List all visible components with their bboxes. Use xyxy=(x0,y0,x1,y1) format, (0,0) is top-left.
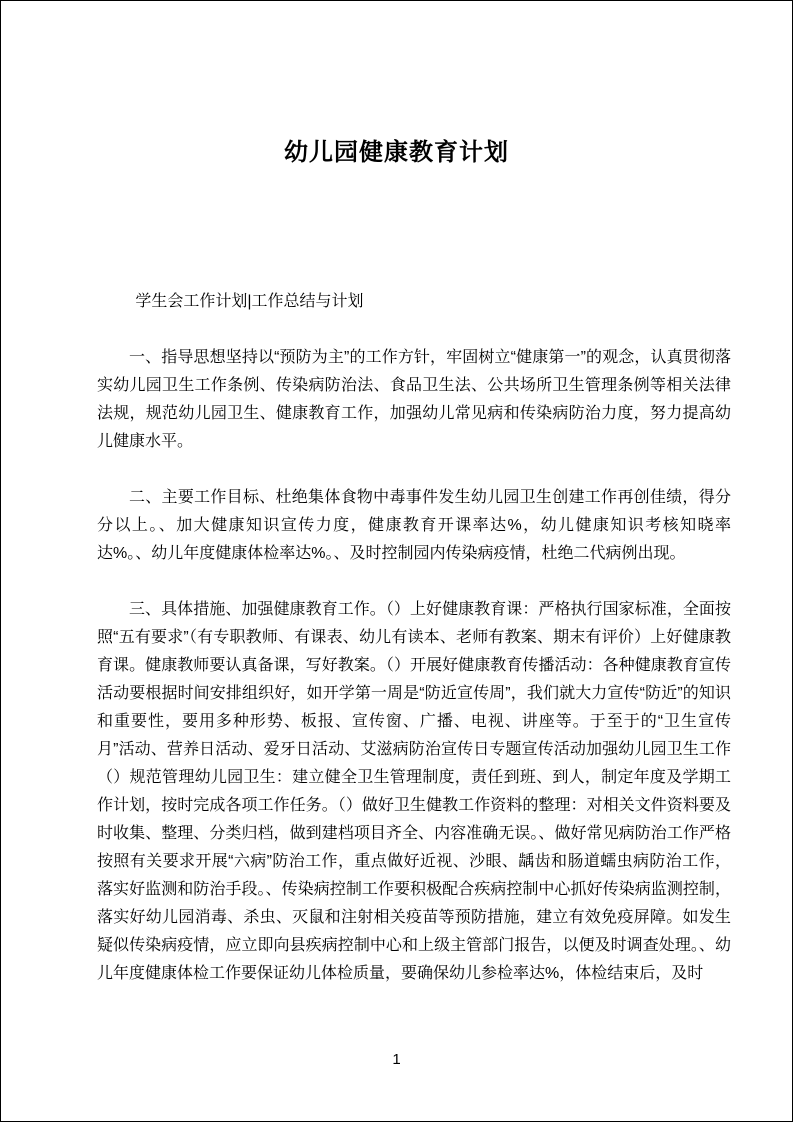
paragraph-guiding-principles: 一、指导思想坚持以“预防为主”的工作方针，牢固树立“健康第一”的观念，认真贯彻落实幼儿园卫生工作条例、传染病防治法、食品卫生法、公共场所卫生管理条例等相关法律法规，规范幼儿园卫生、健康教育工作，加强幼儿常见病和传染病防治力度，努力提高幼儿健康水平。 xyxy=(97,349,731,450)
page-number: 1 xyxy=(392,1051,401,1068)
document-title: 幼儿园健康教育计划 xyxy=(284,139,509,166)
document-subtitle: 学生会工作计划|工作总结与计划 xyxy=(135,293,364,310)
document-body xyxy=(97,288,731,988)
paragraph-specific-measures: 三、具体措施、加强健康教育工作。（）上好健康教育课：严格执行国家标准，全面按照“五有要求”（有专职教师、有课表、幼儿有读本、老师有教案、期末有评价）上好健康教育课。健康教师要认真备课，写好教案。（）开展好健康教育传播活动：各种健康教育宣传活动要根据时间安排组织好，如开学第一周是“防近宣传周”，我们就大力宣传“防近”的知识和重要性，要用多种形势、板报、宣传窗、广播、电视、讲座等。于至于的“卫生宣传月”活动、营养日活动、爱牙日活动、艾滋病防治宣传日专题宣传活动加强幼儿园卫生工作（）规范管理幼儿园卫生：建立健全卫生管理制度，责任到班、到人，制定年度及学期工作计划，按时完成各项工作任务。（）做好卫生健教工作资料的整理：对相关文件资料要及时收集、整理、分类归档，做到建档项目齐全、内容准确无误。、做好常见病防治工作严格按照有关要求开展“六病”防治工作，重点做好近视、沙眼、龋齿和肠道蠕虫病防治工作，落实好监测和防治手段。、传染病控制工作要积极配合疾病控制中心抓好传染病监测控制，落实好幼儿园消毒、杀虫、灭鼠和注射相关疫苗等预防措施，建立有效免疫屏障。如发生疑似传染病疫情，应立即向县疾病控制中心和上级主管部门报告，以便及时调查处理。、幼儿年度健康体检工作要保证幼儿体检质量，要确保幼儿参检率达%，体检结束后，及时 xyxy=(97,601,731,982)
paragraph-main-goals: 二、主要工作目标、杜绝集体食物中毒事件发生幼儿园卫生创建工作再创佳绩，得分分以上。、加大健康知识宣传力度，健康教育开课率达%，幼儿健康知识考核知晓率达%。、幼儿年度健康体检率达%。、及时控制园内传染病疫情，杜绝二代病例出现。 xyxy=(97,489,731,562)
